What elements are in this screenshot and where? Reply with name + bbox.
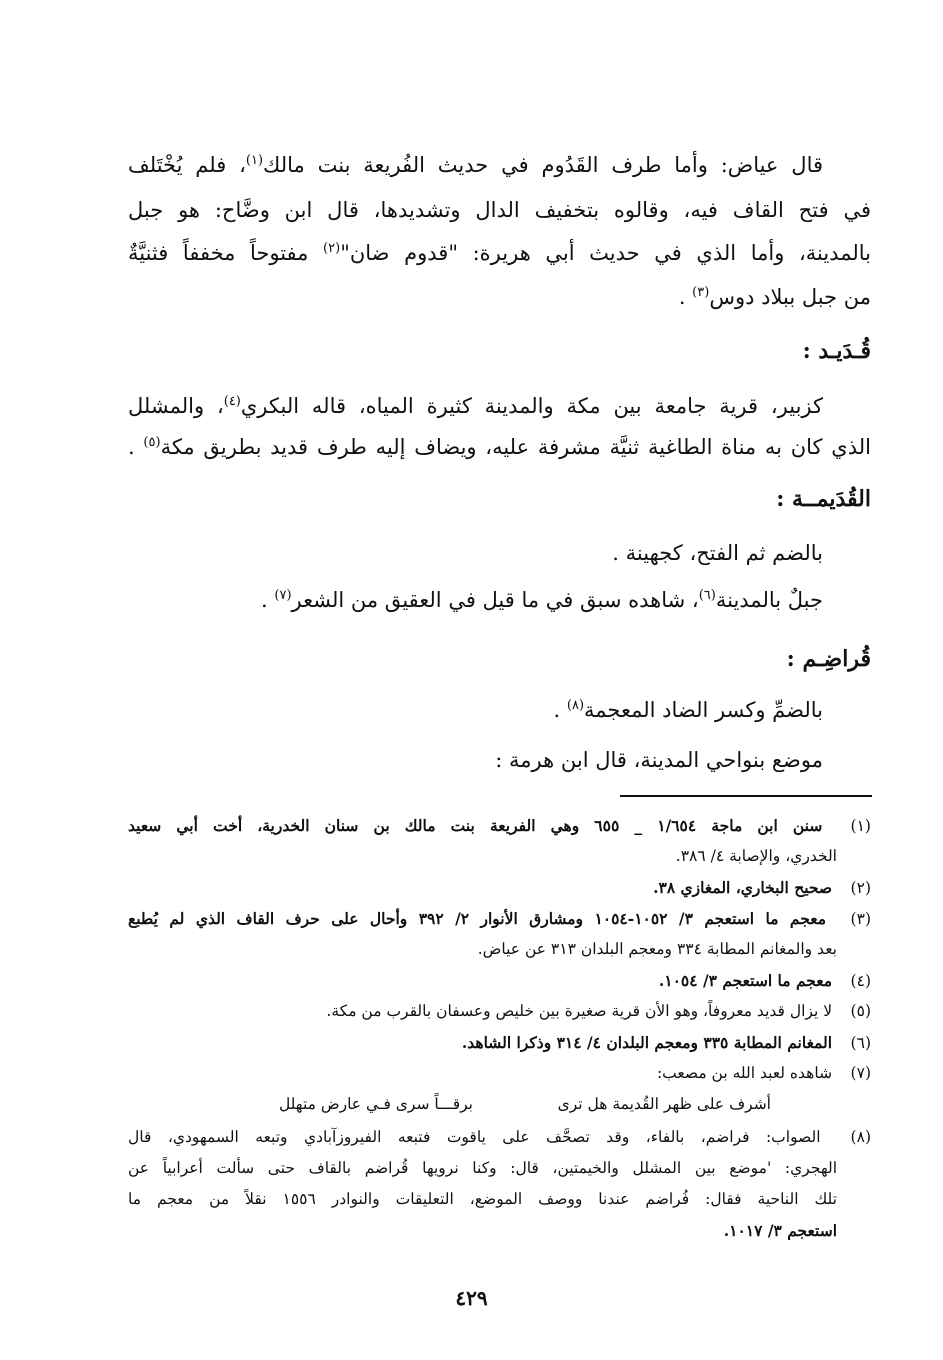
body-line: [128, 391, 871, 421]
body-text: جبلٌ بالمدينة: [715, 588, 823, 612]
footnote-7: [128, 1060, 871, 1087]
body-line: [128, 150, 871, 180]
body-text: ، فلم يُخْتَلف: [128, 153, 246, 177]
footnote-ref[interactable]: (٢): [323, 241, 341, 256]
body-line: [128, 538, 871, 568]
footnote-separator: [620, 795, 872, 797]
footnote-2: [128, 874, 871, 902]
footnote-text: معجم ما استعجم ٣/ ١٠٥٢-١٠٥٤ ومشارق الأنوار ٢/ ٣٩٢ وأحال على حرف القاف الذي لم يُطبع: [128, 909, 827, 928]
footnote-ref[interactable]: (٣): [692, 285, 710, 300]
body-line: [128, 432, 871, 462]
footnote-4: [128, 967, 871, 995]
body-text: ، شاهده سبق في ما قيل في العقيق من الشعر: [291, 588, 699, 612]
body-text: .: [261, 588, 275, 612]
footnote-text: شاهده لعبد الله بن مصعب:: [656, 1064, 833, 1082]
body-text: .: [678, 285, 693, 309]
body-text: قال عياض: وأما طرف القَدُوم في حديث الفُريعة بنت مالك: [263, 153, 824, 177]
body-text: بالضم ثم الفتح، كجهينة .: [612, 541, 823, 565]
body-text: بالضمِّ وكسر الضاد المعجمة: [584, 698, 823, 722]
entry-heading-qudaymah: القُدَيمــة :: [776, 486, 871, 512]
body-line: [128, 282, 871, 312]
body-text: في فتح القاف فيه، وقالوه بتخفيف الدال وتشديدها، قال ابن وضَّاح: هو جبل: [128, 198, 871, 222]
footnote-number: (٢): [850, 879, 871, 897]
footnote-text: الخدري، والإصابة ٤/ ٣٨٦.: [675, 847, 837, 865]
footnote-ref[interactable]: (٦): [698, 588, 716, 603]
footnote-text: الهجري: 'موضع بين المشلل والخيمتين، قال: وكنا نرويها قُراضم بالقاف حتى سألت أعرابياً عن: [128, 1159, 837, 1177]
body-text: بالمدينة، وأما الذي في حديث أبي هريرة: "قدوم ضان": [340, 241, 871, 265]
footnote-8: [128, 1124, 871, 1151]
footnote-6: [128, 1029, 871, 1057]
footnote-3: [128, 905, 871, 933]
footnote-number: (٨): [850, 1128, 871, 1146]
footnote-text: سنن ابن ماجة ١/٦٥٤ _ ٦٥٥ وهي الفريعة بنت مالك بن سنان الخدرية، أخت أبي سعيد: [128, 816, 823, 835]
page-number: ٤٢٩: [455, 1286, 488, 1310]
footnote-number: (٧): [850, 1064, 871, 1082]
footnote-number: (١): [850, 817, 871, 835]
body-text: .: [553, 698, 567, 722]
footnote-text: الصواب: فراضم، بالفاء، وقد تصحَّف على ياقوت فتبعه الفيروزآبادي وتبعه السمهودي، قال: [128, 1128, 821, 1146]
body-line: [128, 585, 871, 615]
footnote-8-cont: [128, 1155, 871, 1182]
footnote-3-cont: [128, 936, 871, 963]
footnote-ref[interactable]: (٤): [223, 394, 241, 409]
footnote-text: بعد والمغانم المطابة ٣٣٤ ومعجم البلدان ٣١٣ عن عياض.: [477, 940, 837, 958]
body-text: ، والمشلل: [128, 394, 224, 418]
body-text: من جبل ببلاد دوس: [709, 285, 871, 309]
footnote-ref[interactable]: (٨): [566, 698, 585, 713]
footnote-text: صحيح البخاري، المغازي ٣٨.: [653, 878, 833, 897]
body-text: كزبير، قرية جامعة بين مكة والمدينة كثيرة المياه، قاله البكري: [240, 394, 824, 418]
footnote-ref[interactable]: (٥): [143, 435, 161, 450]
body-line: [128, 195, 871, 225]
footnote-number: (٤): [850, 972, 871, 990]
verse-hemistich-1: أشرف على ظهر القُديمة هل ترى: [557, 1095, 771, 1113]
verse-hemistich-2: برقـــاً سرى فـي عارض متهلل: [278, 1095, 473, 1113]
body-line: [128, 745, 871, 775]
footnote-number: (٦): [850, 1034, 871, 1052]
body-text: .: [128, 435, 144, 459]
footnote-text: المغانم المطابة ٣٣٥ ومعجم البلدان ٤/ ٣١٤ وذكرا الشاهد.: [461, 1033, 833, 1052]
footnote-5: [128, 998, 871, 1025]
body-text: موضع بنواحي المدينة، قال ابن هرمة :: [495, 748, 823, 772]
footnote-text: تلك الناحية فقال: فُراضم عندنا ووصف الموضع، التعليقات والنوادر ١٥٥٦ نقلاً من معجم ما: [128, 1190, 837, 1208]
body-line: [128, 695, 871, 725]
footnote-8-cont: [128, 1186, 871, 1213]
footnote-text: معجم ما استعجم ٣/ ١٠٥٤.: [658, 971, 833, 990]
footnote-8-cont: [128, 1217, 871, 1245]
body-text: مفتوحاً مخففاً فثنيَّةٌ: [128, 241, 324, 265]
footnote-number: (٥): [850, 1002, 871, 1020]
footnote-ref[interactable]: (١): [245, 153, 264, 168]
footnote-ref[interactable]: (٧): [274, 588, 292, 603]
footnote-text: استعجم ٣/ ١٠١٧.: [723, 1221, 837, 1240]
body-text: الذي كان به مناة الطاغية ثنيَّة مشرفة عليه، ويضاف إليه طرف قديد بطريق مكة: [160, 435, 871, 459]
entry-heading-qurađim: قُراضِـم :: [786, 646, 871, 672]
entry-heading-qudayd: قُـدَيـد :: [802, 338, 871, 364]
footnote-text: لا يزال قديد معروفاً، وهو الأن قرية صغيرة بين خليص وعسفان بالقرب من مكة.: [326, 1002, 833, 1020]
footnote-number: (٣): [850, 910, 871, 928]
footnote-1-cont: [128, 843, 871, 870]
footnote-1: [128, 812, 871, 840]
body-line: [128, 238, 871, 268]
